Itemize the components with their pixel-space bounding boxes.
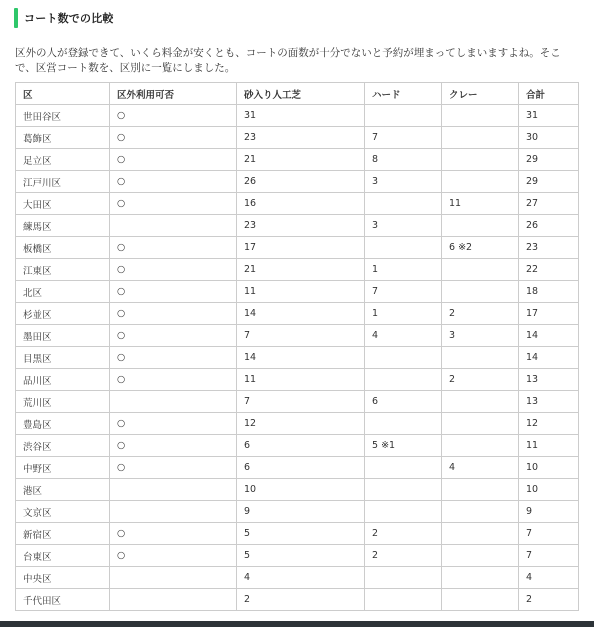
cell-total: 13 (519, 369, 579, 391)
cell-clay: 6 ※2 (442, 237, 519, 259)
cell-sand-turf: 16 (237, 193, 365, 215)
section-title: コート数での比較 (24, 12, 114, 25)
cell-ward: 豊島区 (16, 413, 110, 435)
cell-clay: 4 (442, 457, 519, 479)
cell-total: 9 (519, 501, 579, 523)
cell-outside-use: ○ (110, 369, 237, 391)
cell-total: 23 (519, 237, 579, 259)
cell-hard: 8 (365, 149, 442, 171)
cell-outside-use: ○ (110, 303, 237, 325)
cell-total: 18 (519, 281, 579, 303)
table-row (16, 501, 579, 523)
cell-hard: 3 (365, 171, 442, 193)
cell-sand-turf: 6 (237, 435, 365, 457)
cell-sand-turf: 26 (237, 171, 365, 193)
cell-total: 10 (519, 479, 579, 501)
cell-hard (365, 501, 442, 523)
header-total: 合計 (519, 83, 579, 105)
cell-ward: 港区 (16, 479, 110, 501)
cell-sand-turf: 5 (237, 523, 365, 545)
header-clay: クレー (442, 83, 519, 105)
cell-outside-use: ○ (110, 281, 237, 303)
cell-sand-turf: 5 (237, 545, 365, 567)
cell-clay (442, 567, 519, 589)
table-row (16, 303, 579, 325)
cell-outside-use (110, 567, 237, 589)
cell-hard (365, 237, 442, 259)
cell-clay (442, 479, 519, 501)
cell-sand-turf: 7 (237, 325, 365, 347)
cell-ward: 世田谷区 (16, 105, 110, 127)
cell-hard: 5 ※1 (365, 435, 442, 457)
table-row (16, 149, 579, 171)
table-row (16, 435, 579, 457)
cell-hard (365, 413, 442, 435)
cell-ward: 練馬区 (16, 215, 110, 237)
table-row (16, 171, 579, 193)
cell-ward: 葛飾区 (16, 127, 110, 149)
table-row (16, 369, 579, 391)
cell-clay (442, 105, 519, 127)
cell-ward: 品川区 (16, 369, 110, 391)
cell-sand-turf: 9 (237, 501, 365, 523)
table-row (16, 127, 579, 149)
cell-total: 30 (519, 127, 579, 149)
cell-sand-turf: 7 (237, 391, 365, 413)
cell-ward: 新宿区 (16, 523, 110, 545)
cell-outside-use: ○ (110, 105, 237, 127)
cell-clay: 11 (442, 193, 519, 215)
cell-outside-use (110, 479, 237, 501)
cell-hard: 6 (365, 391, 442, 413)
cell-sand-turf: 21 (237, 149, 365, 171)
cell-sand-turf: 14 (237, 303, 365, 325)
table-row (16, 545, 579, 567)
cell-sand-turf: 11 (237, 369, 365, 391)
cell-ward: 渋谷区 (16, 435, 110, 457)
cell-sand-turf: 10 (237, 479, 365, 501)
table-row (16, 193, 579, 215)
cell-hard (365, 589, 442, 611)
cell-total: 14 (519, 325, 579, 347)
table-row (16, 237, 579, 259)
header-sand-turf: 砂入り人工芝 (237, 83, 365, 105)
cell-outside-use: ○ (110, 435, 237, 457)
table-row (16, 391, 579, 413)
cell-outside-use: ○ (110, 237, 237, 259)
cell-clay (442, 215, 519, 237)
cell-total: 4 (519, 567, 579, 589)
cell-hard: 1 (365, 303, 442, 325)
cell-ward: 北区 (16, 281, 110, 303)
cell-ward: 大田区 (16, 193, 110, 215)
cell-clay (442, 501, 519, 523)
cell-sand-turf: 4 (237, 567, 365, 589)
table-row (16, 215, 579, 237)
cell-hard (365, 193, 442, 215)
table-row (16, 347, 579, 369)
cell-sand-turf: 6 (237, 457, 365, 479)
cell-clay (442, 589, 519, 611)
cell-outside-use: ○ (110, 193, 237, 215)
cell-total: 2 (519, 589, 579, 611)
cell-ward: 墨田区 (16, 325, 110, 347)
cell-total: 7 (519, 523, 579, 545)
cell-hard: 3 (365, 215, 442, 237)
table-row (16, 325, 579, 347)
cell-clay (442, 545, 519, 567)
cell-ward: 台東区 (16, 545, 110, 567)
cell-clay (442, 171, 519, 193)
intro-paragraph: 区外の人が登録できて、いくら料金が安くとも、コートの面数が十分でないと予約が埋まってしまいますよね。そこで、区営コート数を、区別に一覧にしました。 (15, 47, 561, 74)
table-row (16, 413, 579, 435)
cell-hard (365, 369, 442, 391)
cell-ward: 荒川区 (16, 391, 110, 413)
cell-ward: 江東区 (16, 259, 110, 281)
cell-hard: 4 (365, 325, 442, 347)
table-row (16, 259, 579, 281)
table-row (16, 457, 579, 479)
table-row (16, 281, 579, 303)
cell-outside-use (110, 215, 237, 237)
cell-total: 13 (519, 391, 579, 413)
cell-total: 14 (519, 347, 579, 369)
cell-hard: 2 (365, 545, 442, 567)
cell-ward: 江戸川区 (16, 171, 110, 193)
cell-clay (442, 149, 519, 171)
cell-outside-use: ○ (110, 149, 237, 171)
cell-outside-use (110, 391, 237, 413)
cell-clay (442, 435, 519, 457)
heading-accent-bar (14, 8, 18, 28)
cell-ward: 目黒区 (16, 347, 110, 369)
cell-total: 12 (519, 413, 579, 435)
cell-total: 11 (519, 435, 579, 457)
cell-clay (442, 259, 519, 281)
cell-sand-turf: 12 (237, 413, 365, 435)
table-row (16, 523, 579, 545)
cell-hard (365, 347, 442, 369)
cell-sand-turf: 11 (237, 281, 365, 303)
cell-sand-turf: 23 (237, 127, 365, 149)
cell-hard (365, 479, 442, 501)
cell-ward: 足立区 (16, 149, 110, 171)
cell-outside-use: ○ (110, 347, 237, 369)
cell-total: 29 (519, 171, 579, 193)
table-row (16, 567, 579, 589)
header-outside-use: 区外利用可否 (110, 83, 237, 105)
section-heading (14, 8, 114, 28)
cell-ward: 中央区 (16, 567, 110, 589)
cell-outside-use: ○ (110, 259, 237, 281)
cell-hard: 7 (365, 281, 442, 303)
cell-sand-turf: 17 (237, 237, 365, 259)
cell-outside-use: ○ (110, 457, 237, 479)
cell-clay: 2 (442, 303, 519, 325)
cell-hard: 2 (365, 523, 442, 545)
cell-clay (442, 523, 519, 545)
cell-outside-use (110, 501, 237, 523)
cell-clay (442, 281, 519, 303)
cell-hard: 7 (365, 127, 442, 149)
cell-sand-turf: 21 (237, 259, 365, 281)
table-body (16, 105, 579, 611)
cell-total: 29 (519, 149, 579, 171)
table-row (16, 589, 579, 611)
cell-sand-turf: 31 (237, 105, 365, 127)
header-ward: 区 (16, 83, 110, 105)
cell-sand-turf: 14 (237, 347, 365, 369)
cell-total: 10 (519, 457, 579, 479)
cell-total: 31 (519, 105, 579, 127)
table-row (16, 105, 579, 127)
cell-clay (442, 127, 519, 149)
bottom-bar (0, 621, 594, 627)
cell-clay (442, 391, 519, 413)
cell-sand-turf: 2 (237, 589, 365, 611)
table-header-row (16, 83, 579, 105)
court-count-table (15, 82, 579, 611)
cell-hard (365, 567, 442, 589)
cell-outside-use: ○ (110, 171, 237, 193)
cell-clay: 3 (442, 325, 519, 347)
cell-total: 27 (519, 193, 579, 215)
cell-ward: 千代田区 (16, 589, 110, 611)
cell-ward: 板橋区 (16, 237, 110, 259)
table-row (16, 479, 579, 501)
cell-sand-turf: 23 (237, 215, 365, 237)
cell-hard: 1 (365, 259, 442, 281)
cell-total: 22 (519, 259, 579, 281)
cell-total: 7 (519, 545, 579, 567)
cell-clay: 2 (442, 369, 519, 391)
cell-total: 26 (519, 215, 579, 237)
cell-outside-use: ○ (110, 325, 237, 347)
cell-hard (365, 457, 442, 479)
cell-outside-use: ○ (110, 545, 237, 567)
cell-outside-use (110, 589, 237, 611)
cell-total: 17 (519, 303, 579, 325)
cell-clay (442, 347, 519, 369)
cell-ward: 杉並区 (16, 303, 110, 325)
header-hard: ハード (365, 83, 442, 105)
cell-outside-use: ○ (110, 523, 237, 545)
cell-outside-use: ○ (110, 127, 237, 149)
cell-clay (442, 413, 519, 435)
cell-hard (365, 105, 442, 127)
cell-outside-use: ○ (110, 413, 237, 435)
cell-ward: 中野区 (16, 457, 110, 479)
cell-ward: 文京区 (16, 501, 110, 523)
